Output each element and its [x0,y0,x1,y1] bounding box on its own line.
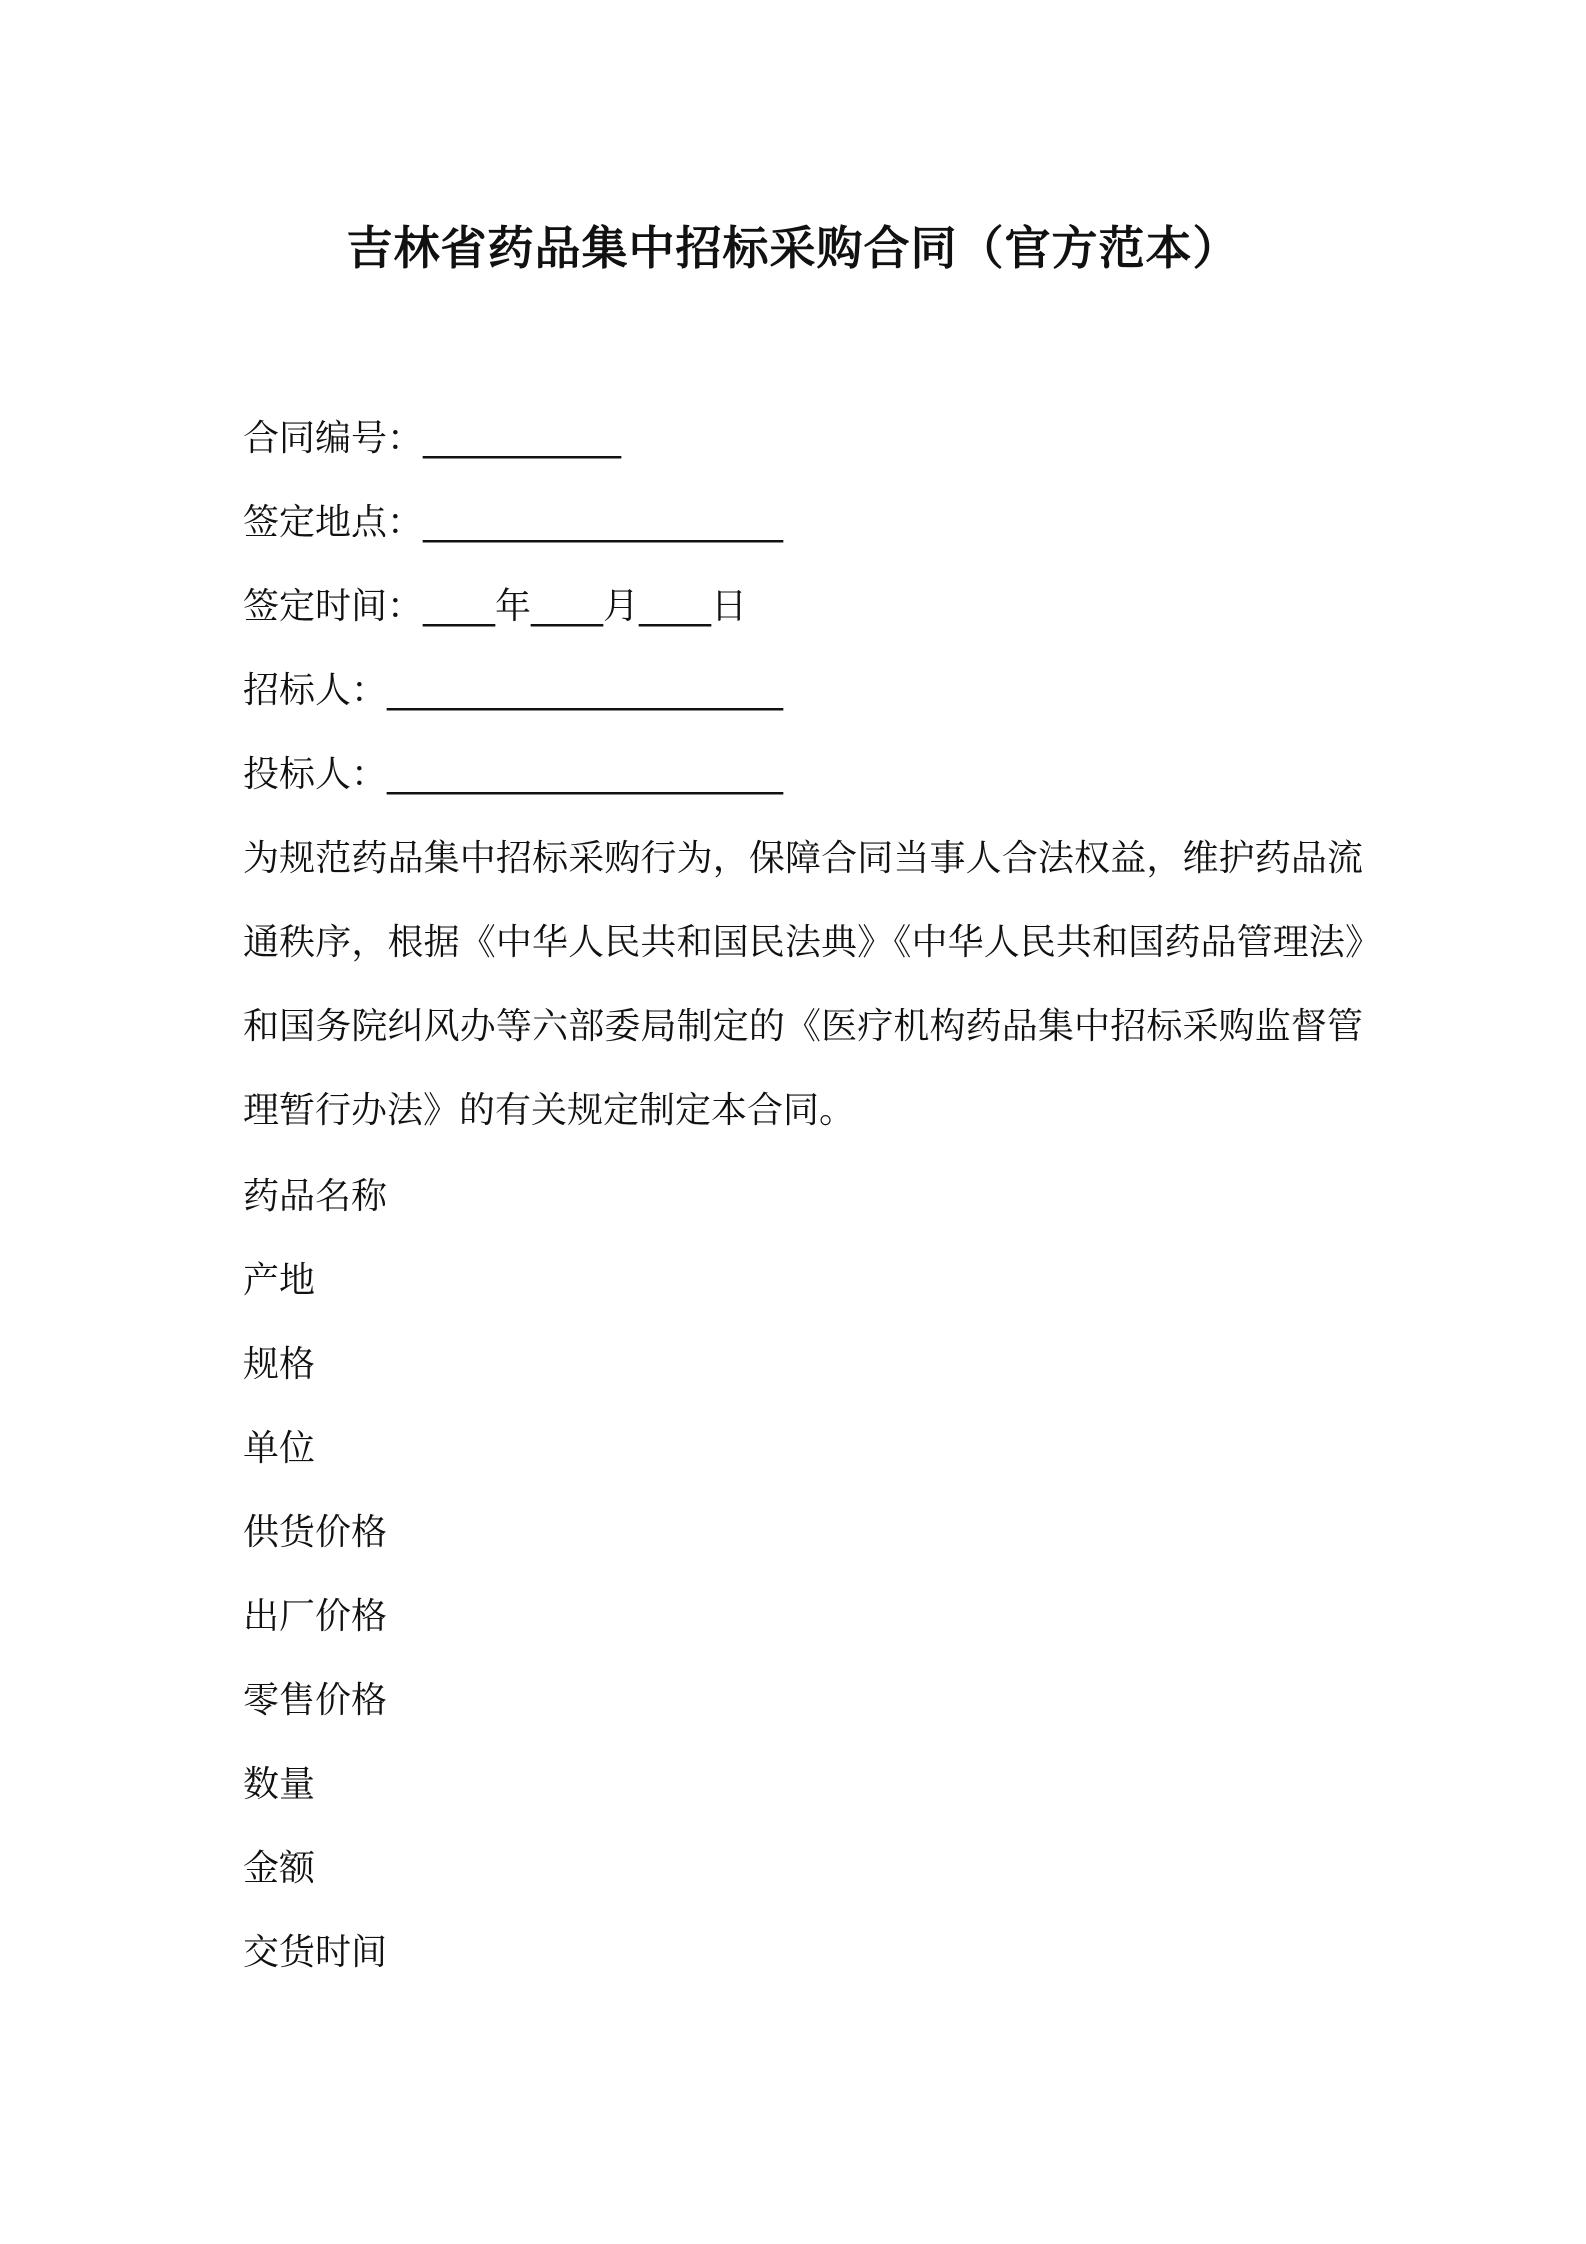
document-title: 吉林省药品集中招标采购合同（官方范本） [346,221,1240,275]
tenderer-label: 招标人： [243,670,388,711]
contract-number-label: 合同编号： [243,418,424,459]
signing-place-field [243,481,783,565]
list-item: 单位 [243,1428,316,1469]
bidder-label: 投标人： [243,754,388,795]
signing-date-label: 签定时间： [243,586,424,627]
list-item: 交货时间 [243,1932,388,1973]
signing-place-blank: ____________________ [423,502,784,543]
tenderer-blank: ______________________ [387,670,784,711]
signing-place-label: 签定地点： [243,502,424,543]
signing-date-blank: ____年____月____日 [423,586,748,627]
list-item: 产地 [243,1260,316,1301]
list-item: 金额 [243,1848,316,1889]
bidder-blank: ______________________ [387,754,784,795]
signing-date-field [243,565,747,649]
list-item: 规格 [243,1344,316,1385]
list-item: 零售价格 [243,1680,388,1721]
drug-item-list [243,1155,387,1995]
contract-number-field [243,397,621,481]
intro-paragraph: 为规范药品集中招标采购行为，保障合同当事人合法权益，维护药品流通秩序，根据《中华人民共和国民法典》《中华人民共和国药品管理法》和国务院纠风办等六部委局制定的《医疗机构药品集中招标采购监督管理暂行办法》的有关规定制定本合同。 [243,838,1363,1131]
tenderer-field [243,649,783,733]
bidder-field [243,733,783,817]
list-item: 药品名称 [243,1176,388,1217]
contract-number-blank: ___________ [423,418,622,459]
list-item: 供货价格 [243,1512,388,1553]
list-item: 数量 [243,1764,316,1805]
list-item: 出厂价格 [243,1596,388,1637]
